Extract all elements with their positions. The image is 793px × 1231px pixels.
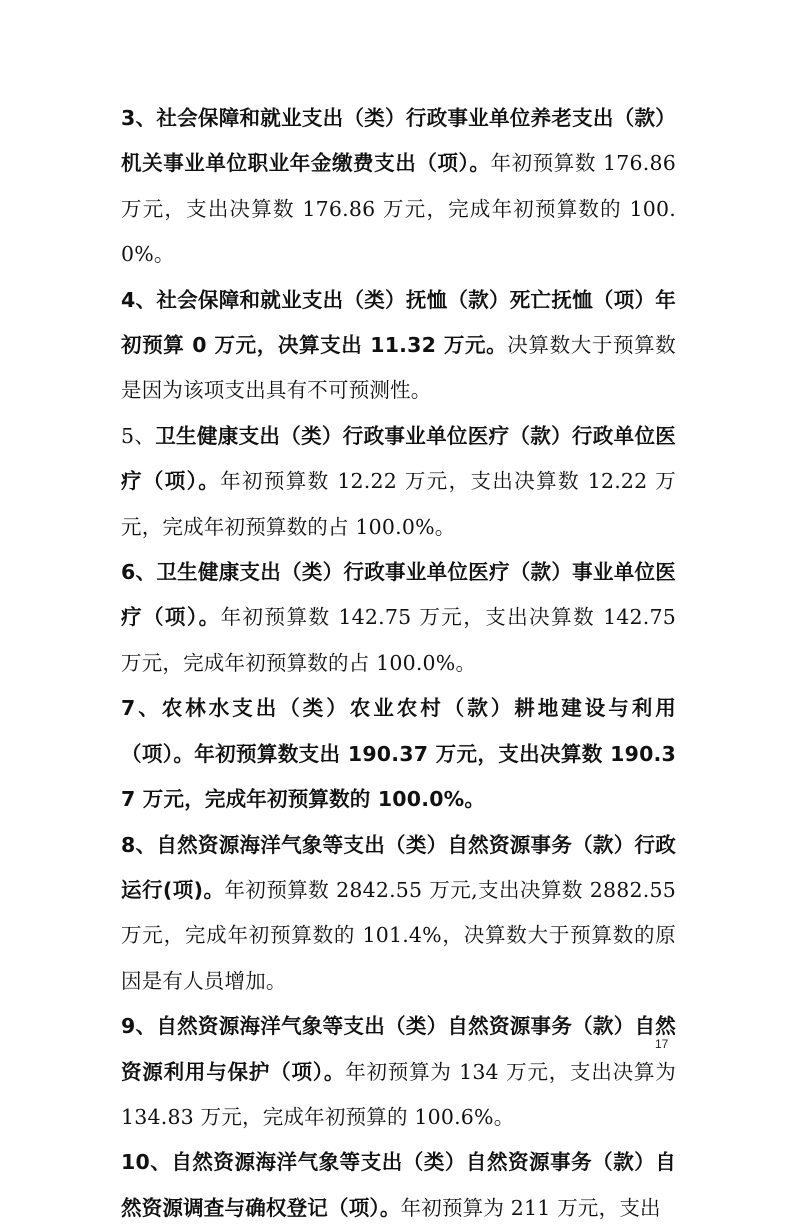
document-body bbox=[121, 96, 676, 1231]
paragraph-6-heading: 6、卫生健康支出（类）行政事业单位医疗（款）事业单位医疗（项）。 bbox=[121, 560, 676, 630]
paragraph-3-text: 年初预算数 176.86 万元，支出决算数 176.86 万元，完成年初预算数的 100.0%。 bbox=[121, 151, 676, 267]
paragraph-7-heading: 7、农林水支出（类）农业农村（款）耕地建设与利用（项）。年初预算数支出 190.37 万元，支出决算数 190.37 万元，完成年初预算数的 100.0%。 bbox=[121, 696, 676, 812]
paragraph-7 bbox=[121, 686, 676, 822]
paragraph-5-text: 年初预算数 12.22 万元，支出决算数 12.22 万元，完成年初预算数的占 100.0%。 bbox=[121, 469, 676, 539]
paragraph-8 bbox=[121, 823, 676, 1005]
paragraph-6 bbox=[121, 550, 676, 686]
paragraph-9-heading: 9、自然资源海洋气象等支出（类）自然资源事务（款）自然资源利用与保护（项）。 bbox=[121, 1014, 676, 1084]
paragraph-8-text: 年初预算数 2842.55 万元,支出决算数 2882.55 万元，完成年初预算数的 101.4%，决算数大于预算数的原因是有人员增加。 bbox=[121, 877, 676, 993]
paragraph-10-heading: 10、自然资源海洋气象等支出（类）自然资源事务（款）自然资源调查与确权登记（项）。 bbox=[121, 1150, 676, 1220]
paragraph-4-text: 决算数大于预算数是因为该项支出具有不可预测性。 bbox=[121, 333, 676, 403]
paragraph-9 bbox=[121, 1004, 676, 1140]
paragraph-8-heading: 8、自然资源海洋气象等支出（类）自然资源事务（款）行政运行(项)。 bbox=[121, 832, 676, 902]
paragraph-6-text: 年初预算数 142.75 万元，支出决算数 142.75 万元，完成年初预算数的占 100.0%。 bbox=[121, 605, 676, 675]
page-number: 17 bbox=[655, 1037, 669, 1051]
paragraph-3-heading: 3、社会保障和就业支出（类）行政事业单位养老支出（款）机关事业单位职业年金缴费支出（项）。 bbox=[121, 106, 676, 176]
paragraph-4 bbox=[121, 278, 676, 414]
paragraph-3 bbox=[121, 96, 676, 278]
paragraph-10-text: 年初预算为 211 万元，支出 bbox=[400, 1195, 661, 1220]
paragraph-10 bbox=[121, 1140, 676, 1231]
paragraph-5-number: 5、 bbox=[121, 423, 156, 448]
paragraph-5-heading: 卫生健康支出（类）行政事业单位医疗（款）行政单位医疗（项）。 bbox=[121, 423, 676, 494]
paragraph-4-heading: 4、社会保障和就业支出（类）抚恤（款）死亡抚恤（项）年初预算 0 万元，决算支出 11.32 万元。 bbox=[121, 287, 676, 358]
paragraph-5 bbox=[121, 414, 676, 550]
paragraph-9-text: 年初预算为 134 万元，支出决算为 134.83 万元，完成年初预算的 100.6%。 bbox=[121, 1059, 677, 1129]
